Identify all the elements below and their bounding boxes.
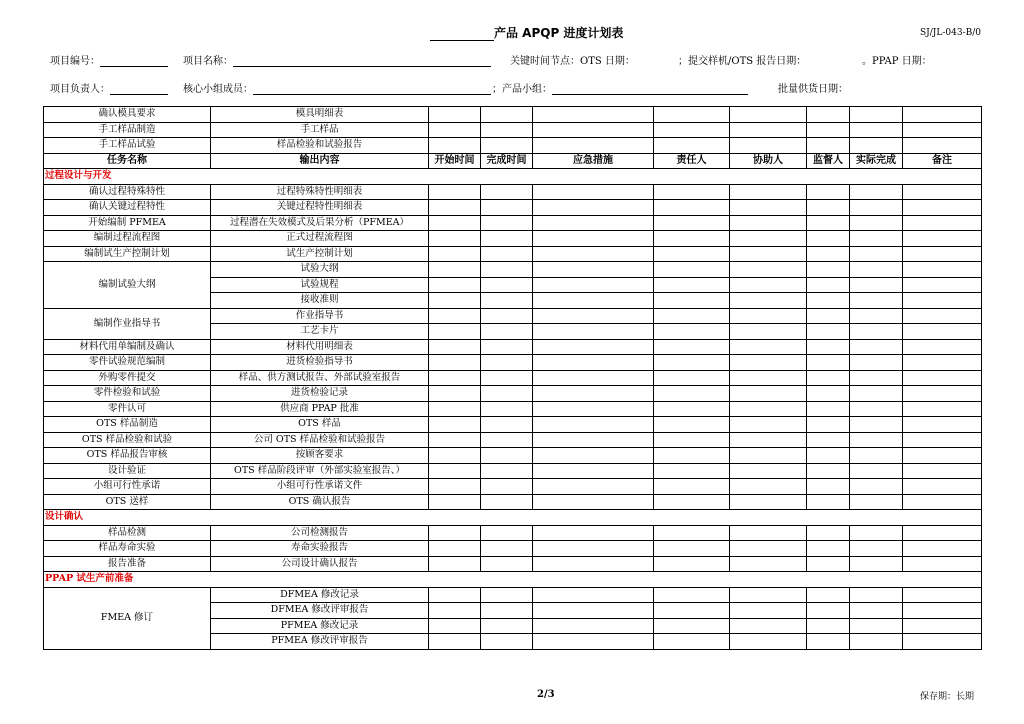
col-header-finish: 完成时间 [481,153,533,169]
table-row [44,448,982,464]
output-cell: 按顾客要求 [211,448,429,464]
product-team-input[interactable] [552,83,748,95]
key-node-field: 关键时间节点：OTS 日期： [510,56,635,67]
task-cell: 小组可行性承诺 [44,479,211,495]
output-cell: 作业指导书 [211,308,429,324]
output-cell: 手工样品 [211,122,429,138]
task-cell: 样品检测 [44,525,211,541]
product-name-blank[interactable] [430,28,494,41]
output-cell: 正式过程流程图 [211,231,429,247]
task-cell: 材料代用单编制及确认 [44,339,211,355]
table-row [44,107,982,123]
output-cell: 寿命实验报告 [211,541,429,557]
task-cell: 编制作业指导书 [44,308,211,339]
output-cell: PFMEA 修改记录 [211,618,429,634]
table-row [44,541,982,557]
output-cell: 公司 OTS 样品检验和试验报告 [211,432,429,448]
table-row [44,386,982,402]
table-row [44,479,982,495]
table-row [44,463,982,479]
col-header-assistant: 协助人 [730,153,807,169]
task-cell: 零件检验和试验 [44,386,211,402]
task-cell: 编制过程流程图 [44,231,211,247]
project-name-input[interactable] [233,55,491,67]
table-row [44,308,982,324]
output-cell: DFMEA 修改评审报告 [211,603,429,619]
output-cell: 关键过程特性明细表 [211,200,429,216]
table-row [44,339,982,355]
product-team-field: ；产品小组： [492,80,748,95]
core-team-input[interactable] [253,83,491,95]
table-row [44,525,982,541]
task-cell: FMEA 修订 [44,587,211,649]
output-cell: 进货检验指导书 [211,355,429,371]
task-cell: 确认关键过程特性 [44,200,211,216]
section-title: 过程设计与开发 [44,169,982,185]
section-row-process [44,169,982,185]
task-cell: 手工样品制造 [44,122,211,138]
output-cell: 样品检验和试验报告 [211,138,429,154]
task-cell: 零件试验规范编制 [44,355,211,371]
table-row [44,587,982,603]
table-row [44,494,982,510]
task-cell: 零件认可 [44,401,211,417]
col-header-output: 输出内容 [211,153,429,169]
task-cell: OTS 样品检验和试验 [44,432,211,448]
output-cell: 过程潜在失效模式及后果分析（PFMEA） [211,215,429,231]
project-no-field: 项目编号： [50,52,168,67]
table-row [44,370,982,386]
task-cell: 手工样品试验 [44,138,211,154]
table-row [44,432,982,448]
col-header-actual: 实际完成 [850,153,903,169]
col-header-supervisor: 监督人 [807,153,850,169]
table-row [44,246,982,262]
output-cell: 试生产控制计划 [211,246,429,262]
document-number: SJ/JL-043-B/0 [920,28,982,38]
retention-period: 保存期：长期 [920,692,975,702]
title-text: 产品 APQP 进度计划表 [494,26,624,40]
mass-supply-date-field: 批量供货日期： [778,84,848,95]
table-row [44,401,982,417]
task-cell: 确认模具要求 [44,107,211,123]
col-header-owner: 责任人 [654,153,730,169]
task-cell: 样品寿命实验 [44,541,211,557]
table-row [44,417,982,433]
table-row [44,355,982,371]
output-cell: 进货检验记录 [211,386,429,402]
output-cell: 试验大纲 [211,262,429,278]
table-row [44,262,982,278]
task-cell: OTS 样品制造 [44,417,211,433]
output-cell: 样品、供方测试报告、外部试验室报告 [211,370,429,386]
task-cell: 设计验证 [44,463,211,479]
section-title: 设计确认 [44,510,982,526]
col-header-contingency: 应急措施 [533,153,654,169]
output-cell: 模具明细表 [211,107,429,123]
table-row [44,200,982,216]
output-cell: 接收准则 [211,293,429,309]
table-row [44,184,982,200]
ots-date-label: OTS 日期： [580,56,635,67]
task-cell: 开始编制 PFMEA [44,215,211,231]
section-row-confirm [44,510,982,526]
column-header-row [44,153,982,169]
task-cell: 编制试生产控制计划 [44,246,211,262]
output-cell: OTS 样品 [211,417,429,433]
submit-date-field: ；提交样机/OTS 报告日期： [678,56,807,67]
table-row [44,138,982,154]
output-cell: 公司检测报告 [211,525,429,541]
col-header-remarks: 备注 [903,153,982,169]
output-cell: 供应商 PPAP 批准 [211,401,429,417]
project-leader-field: 项目负责人： [50,80,168,95]
core-team-field: 核心小组成员： [183,80,491,95]
section-title: PPAP 试生产前准备 [44,572,982,588]
task-cell: 外购零件提交 [44,370,211,386]
page-number: 2/3 [537,689,555,700]
col-header-task: 任务名称 [44,153,211,169]
output-cell: 过程特殊特性明细表 [211,184,429,200]
output-cell: OTS 确认报告 [211,494,429,510]
table-row [44,215,982,231]
task-cell: 确认过程特殊特性 [44,184,211,200]
task-cell: 报告准备 [44,556,211,572]
table-row [44,122,982,138]
output-cell: 试验规程 [211,277,429,293]
table-row [44,231,982,247]
output-cell: 工艺卡片 [211,324,429,340]
output-cell: 材料代用明细表 [211,339,429,355]
document-title [430,24,623,41]
table-row [44,556,982,572]
task-cell: OTS 送样 [44,494,211,510]
output-cell: PFMEA 修改评审报告 [211,634,429,650]
output-cell: 小组可行性承诺文件 [211,479,429,495]
project-name-field: 项目名称： [183,52,491,67]
output-cell: 公司设计确认报告 [211,556,429,572]
task-cell: OTS 样品报告审核 [44,448,211,464]
output-cell: DFMEA 修改记录 [211,587,429,603]
output-cell: OTS 样品阶段评审（外部实验室报告、） [211,463,429,479]
col-header-start: 开始时间 [429,153,481,169]
task-cell: 编制试验大纲 [44,262,211,309]
project-leader-input[interactable] [110,83,168,95]
apqp-schedule-table [43,106,982,650]
project-no-input[interactable] [100,55,168,67]
section-row-ppap [44,572,982,588]
ppap-date-field: 。PPAP 日期： [862,56,932,67]
